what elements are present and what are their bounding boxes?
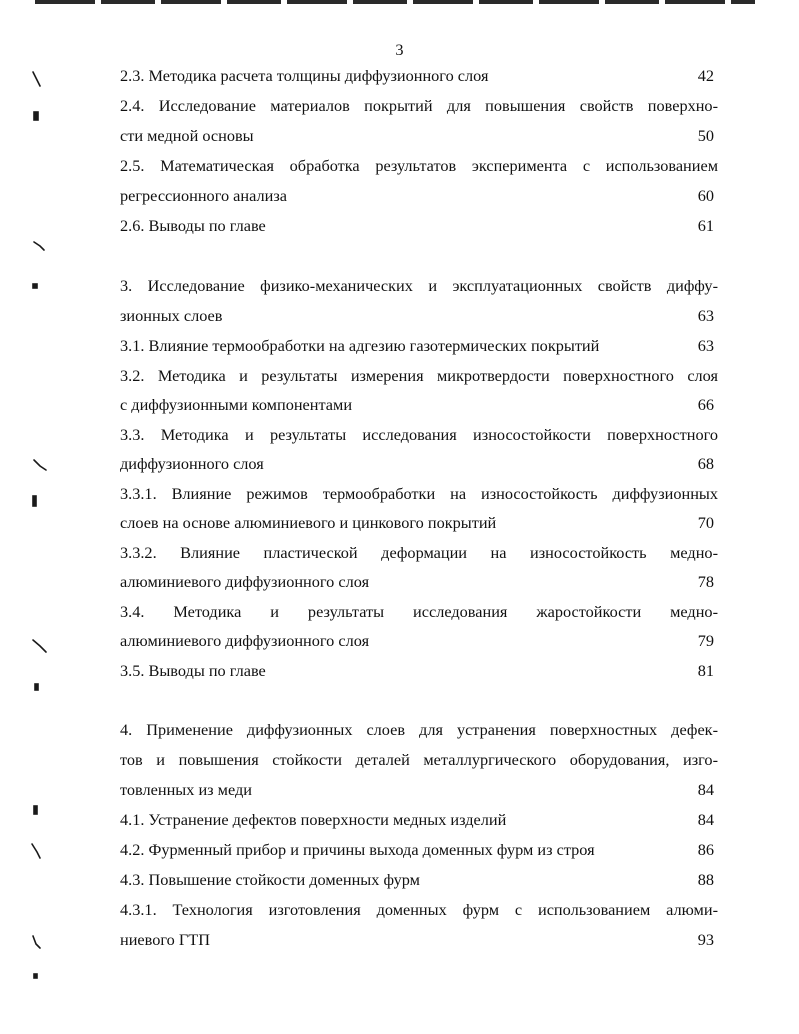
scan-mark xyxy=(32,844,40,858)
toc-page-number: 61 xyxy=(697,216,714,235)
toc-entry: алюминиевого диффузионного слоя 78 xyxy=(120,567,718,597)
toc-page-number: 68 xyxy=(697,454,714,473)
toc-entry: слоев на основе алюминиевого и цинкового покрытий 70 xyxy=(120,508,718,538)
toc-page-number: 60 xyxy=(697,186,714,205)
toc-page-number: 42 xyxy=(697,66,714,85)
toc-entry: 3.4. Методика и результаты исследования жаростойкости медно- xyxy=(120,602,718,621)
scan-mark xyxy=(33,72,40,86)
top-edge-rule xyxy=(35,0,755,4)
scan-mark xyxy=(33,284,37,288)
scan-mark xyxy=(34,806,37,814)
toc-entry: зионных слоев 63 xyxy=(120,301,718,331)
toc-entry: 3.3. Методика и результаты исследования износостойкости поверхностного xyxy=(120,425,718,444)
toc-entry: 3.5. Выводы по главе 81 xyxy=(120,656,718,686)
toc-entry: 2.3. Методика расчета толщины диффузионного слоя 42 xyxy=(120,61,718,91)
scan-mark xyxy=(34,974,37,978)
toc-page-number: 66 xyxy=(697,395,714,414)
toc-entry: ниевого ГТП 93 xyxy=(120,925,718,955)
toc-entry: регрессионного анализа 60 xyxy=(120,181,718,211)
toc-entry: 2.5. Математическая обработка результатов эксперимента с использованием xyxy=(120,156,718,175)
toc-entry: 3.3.1. Влияние режимов термообработки на износостойкость диффузионных xyxy=(120,484,718,503)
toc-entry: 3. Исследование физико-механических и эксплуатационных свойств диффу- xyxy=(120,276,718,295)
scan-mark xyxy=(35,684,38,690)
scan-mark xyxy=(33,936,40,948)
toc-page-number: 93 xyxy=(697,930,714,949)
toc-page-number: 86 xyxy=(697,840,714,859)
toc-entry: 4.3. Повышение стойкости доменных фурм 88 xyxy=(120,865,718,895)
toc-entry: товленных из меди 84 xyxy=(120,775,718,805)
toc-page-number: 79 xyxy=(697,631,714,650)
toc-entry: 2.6. Выводы по главе 61 xyxy=(120,211,718,241)
scan-marks xyxy=(0,0,60,1034)
toc-entry: алюминиевого диффузионного слоя 79 xyxy=(120,626,718,656)
toc-entry: тов и повышения стойкости деталей металлургического оборудования, изго- xyxy=(120,750,718,769)
scan-mark xyxy=(33,496,36,506)
scan-mark xyxy=(34,460,46,470)
toc-page-number: 88 xyxy=(697,870,714,889)
toc-entry: 3.1. Влияние термообработки на адгезию газотермических покрытий 63 xyxy=(120,331,718,361)
page-number: 3 xyxy=(395,40,404,59)
toc-page-number: 84 xyxy=(697,780,714,799)
toc-entry: сти медной основы 50 xyxy=(120,121,718,151)
toc-page-number: 50 xyxy=(697,126,714,145)
toc-page-number: 81 xyxy=(697,661,714,680)
toc-entry: 3.2. Методика и результаты измерения микротвердости поверхностного слоя xyxy=(120,366,718,385)
toc-entry: диффузионного слоя 68 xyxy=(120,449,718,479)
toc-entry: 2.4. Исследование материалов покрытий для повышения свойств поверхно- xyxy=(120,96,718,115)
scan-mark xyxy=(33,640,46,652)
toc-page-number: 84 xyxy=(697,810,714,829)
scan-mark xyxy=(34,242,44,250)
toc-page-number: 63 xyxy=(697,336,714,355)
toc-page-number: 63 xyxy=(697,306,714,325)
toc-page-number: 70 xyxy=(697,513,714,532)
toc-entry: 4.2. Фурменный прибор и причины выхода доменных фурм из строя 86 xyxy=(120,835,718,865)
toc-entry: 4.1. Устранение дефектов поверхности медных изделий 84 xyxy=(120,805,718,835)
toc-entry: с диффузионными компонентами 66 xyxy=(120,390,718,420)
toc-entry: 4. Применение диффузионных слоев для устранения поверхностных дефек- xyxy=(120,720,718,739)
toc-page-number: 78 xyxy=(697,572,714,591)
scan-mark xyxy=(34,112,38,120)
toc-entry: 3.3.2. Влияние пластической деформации на износостойкость медно- xyxy=(120,543,718,562)
toc-entry: 4.3.1. Технология изготовления доменных фурм с использованием алюми- xyxy=(120,900,718,919)
